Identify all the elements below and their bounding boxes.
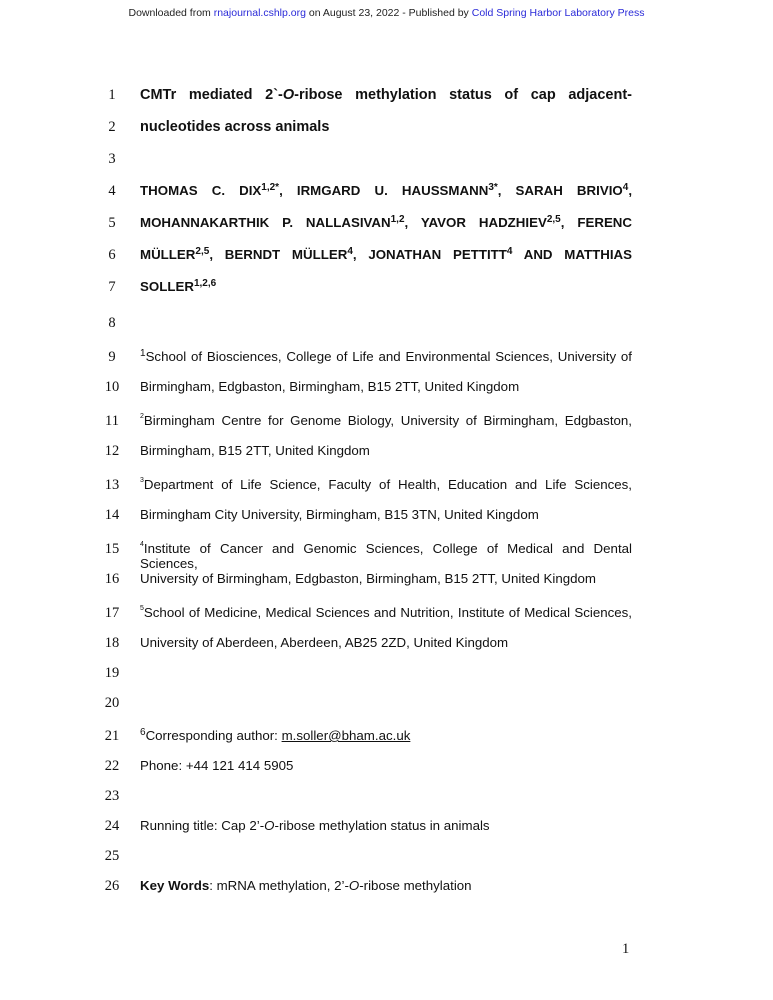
line-number: 13 xyxy=(104,477,120,493)
manuscript-line-17 xyxy=(0,605,773,625)
manuscript-line-16 xyxy=(0,571,773,591)
page-number: 1 xyxy=(622,941,630,957)
corresponding-author: $^6$Corresponding author: m.soller@bham.ac.uk xyxy=(140,727,411,743)
authors-line-2: MOHANNAKARTHIK P. NALLASIVAN$^{1,2}$, YAVOR HADZHIEV$^{2,5}$, FERENC xyxy=(140,214,633,230)
authors-line-1: THOMAS C. $DIX^{1,2*}$, IRMGARD U. $HAUSSMANN^{3*}$, SARAH BRIVIO$^4$, xyxy=(140,182,633,198)
manuscript-line-12 xyxy=(0,443,773,463)
affiliation-4: $^4$Institute of Cancer and Genomic Sciences, College of Medical and Dental Sciences, xyxy=(140,541,632,571)
manuscript-line-9 xyxy=(0,349,773,369)
line-number: 4 xyxy=(108,183,116,199)
running-title: Running title: Cap 2’-O-ribose methylation status in animals xyxy=(140,818,490,833)
line-number: 26 xyxy=(104,878,120,894)
manuscript-line-20 xyxy=(0,695,773,715)
manuscript-line-2 xyxy=(0,119,773,139)
line-number: 1 xyxy=(108,87,116,103)
line-number: 2 xyxy=(108,119,116,135)
phone-number: Phone: +44 121 414 5905 xyxy=(140,758,294,773)
affiliation-1: $^1$School of Biosciences, College of Life and Environmental Sciences, University of xyxy=(140,348,632,364)
manuscript-line-21 xyxy=(0,728,773,748)
line-number: 7 xyxy=(108,279,116,295)
manuscript-line-25 xyxy=(0,848,773,868)
line-number: 23 xyxy=(104,788,120,804)
title-line-2: nucleotides across animals xyxy=(140,119,330,135)
manuscript-line-14 xyxy=(0,507,773,527)
authors-line-3: MÜLLER$^{2,5}$, BERNDT MÜLLER$^4$, JONATHAN PETTITT$^4$ AND MATTHIAS xyxy=(140,246,632,262)
title-line-1: CMTr mediated 2`-O-ribose methylation status of cap adjacent- xyxy=(140,87,632,103)
manuscript-line-13 xyxy=(0,477,773,497)
line-number: 14 xyxy=(104,507,120,523)
affiliation-2: $^2$Birmingham Centre for Genome Biology, University of Birmingham, Edgbaston, xyxy=(140,413,632,428)
line-number: 15 xyxy=(104,541,120,557)
manuscript-line-19 xyxy=(0,665,773,685)
affiliation-2-cont: Birmingham, B15 2TT, United Kingdom xyxy=(140,443,370,458)
banner-middle: on August 23, 2022 - Published by xyxy=(305,7,472,19)
affiliation-5-cont: University of Aberdeen, Aberdeen, AB25 2ZD, United Kingdom xyxy=(140,635,509,650)
line-number: 10 xyxy=(104,379,120,395)
affiliation-3-cont: Birmingham City University, Birmingham, B15 3TN, United Kingdom xyxy=(140,507,539,522)
manuscript-line-10 xyxy=(0,379,773,399)
email-link[interactable]: m.soller@bham.ac.uk xyxy=(281,728,411,743)
line-number: 12 xyxy=(104,443,120,459)
authors-line-4: SOLLER$^{1,2,6}$ xyxy=(140,278,217,294)
manuscript-line-22 xyxy=(0,758,773,778)
publisher-link[interactable]: Cold Spring Harbor Laboratory Press xyxy=(471,7,645,19)
line-number: 16 xyxy=(104,571,120,587)
line-number: 19 xyxy=(104,665,120,681)
manuscript-line-1 xyxy=(0,87,773,107)
line-number: 22 xyxy=(104,758,120,774)
manuscript-line-26 xyxy=(0,878,773,898)
line-number: 9 xyxy=(108,349,116,365)
manuscript-line-23 xyxy=(0,788,773,808)
line-number: 21 xyxy=(104,728,120,744)
manuscript-line-7 xyxy=(0,279,773,299)
key-words: Key Words: mRNA methylation, 2’-O-ribose methylation xyxy=(140,878,472,893)
affiliation-3: $^3$Department of Life Science, Faculty of Health, Education and Life Sciences, xyxy=(140,477,632,492)
line-number: 18 xyxy=(104,635,120,651)
manuscript-line-6 xyxy=(0,247,773,267)
line-number: 20 xyxy=(104,695,120,711)
manuscript-line-18 xyxy=(0,635,773,655)
manuscript-line-8 xyxy=(0,315,773,335)
line-number: 8 xyxy=(108,315,116,331)
line-number: 25 xyxy=(104,848,120,864)
manuscript-line-5 xyxy=(0,215,773,235)
download-banner xyxy=(0,7,773,19)
line-number: 5 xyxy=(108,215,116,231)
manuscript-line-24 xyxy=(0,818,773,838)
line-number: 24 xyxy=(104,818,120,834)
line-number: 17 xyxy=(104,605,120,621)
affiliation-4-cont: University of Birmingham, Edgbaston, Birmingham, B15 2TT, United Kingdom xyxy=(140,571,596,586)
affiliation-5: $^5$School of Medicine, Medical Sciences and Nutrition, Institute of Medical Sciences, xyxy=(140,605,632,620)
manuscript-line-3 xyxy=(0,151,773,171)
line-number: 11 xyxy=(105,413,119,429)
line-number: 6 xyxy=(108,247,116,263)
manuscript-line-15 xyxy=(0,541,773,571)
affiliation-1-cont: Birmingham, Edgbaston, Birmingham, B15 2TT, United Kingdom xyxy=(140,379,520,394)
banner-prefix: Downloaded from xyxy=(128,7,214,19)
journal-site-link[interactable]: rnajournal.cshlp.org xyxy=(213,7,306,19)
line-number: 3 xyxy=(108,151,116,167)
manuscript-line-4 xyxy=(0,183,773,203)
manuscript-line-11 xyxy=(0,413,773,433)
